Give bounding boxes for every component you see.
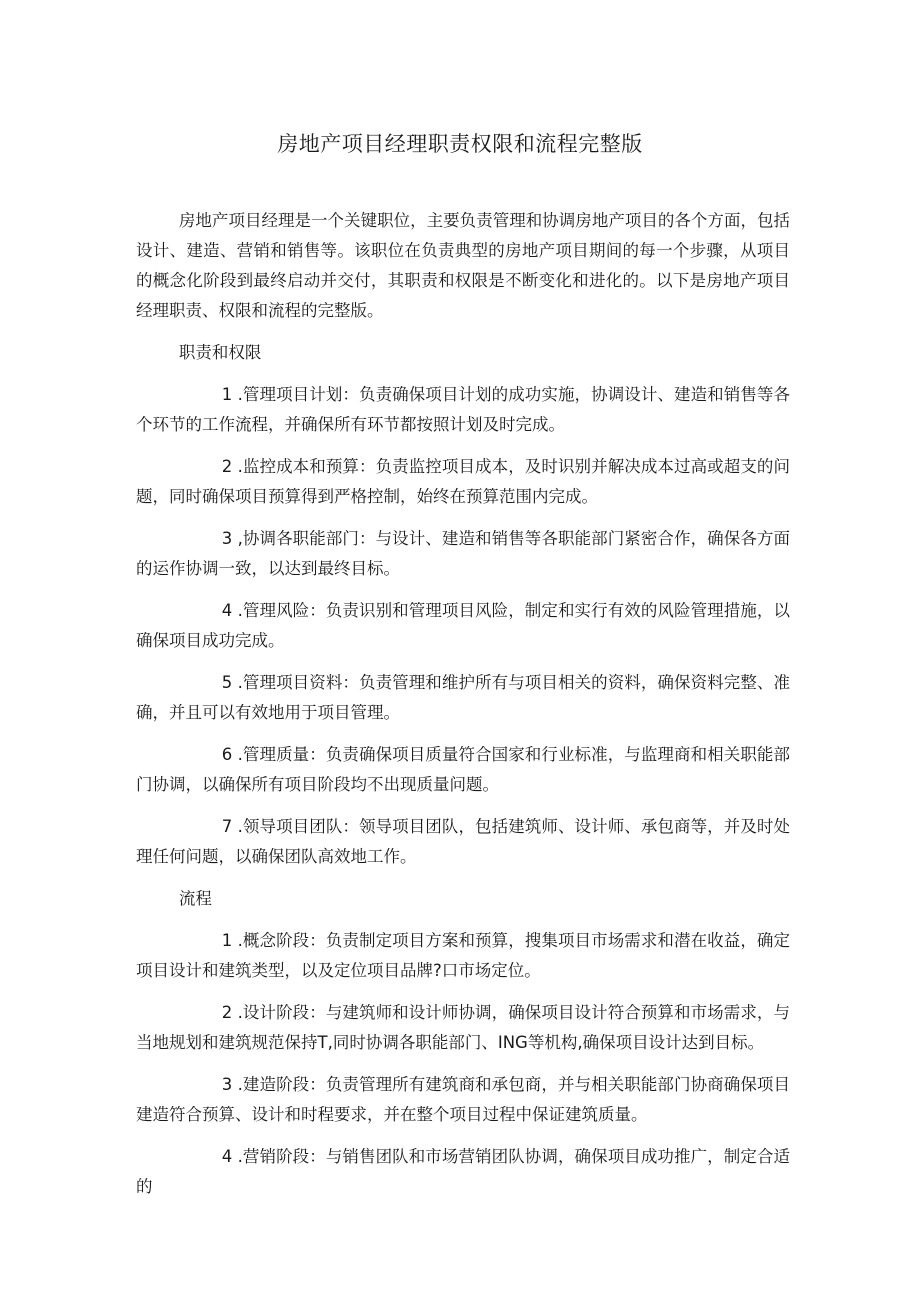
item-text: .领导项目团队：领导项目团队，包括建筑师、设计师、承包商等，并及时处理任何问题，以确保团队高效地工作。 [136,817,790,866]
item-number: 6 [221,745,233,764]
item-number: 3 [221,529,233,548]
item-text: .管理项目计划：负责确保项目计划的成功实施，协调设计、建造和销售等各个环节的工作流程，并确保所有环节都按照计划及时完成。 [136,385,790,434]
responsibility-item [136,596,790,656]
responsibility-item [136,812,790,872]
intro-paragraph: 房地产项目经理是一个关键职位，主要负责管理和协调房地产项目的各个方面，包括设计、建造、营销和销售等。该职位在负责典型的房地产项目期间的每一个步骤，从项目的概念化阶段到最终启动并交付，其职责和权限是不断变化和进化的。以下是房地产项目经理职责、权限和流程的完整版。 [136,211,790,320]
item-number: 4 [221,1147,233,1166]
item-text: .监控成本和预算：负责监控项目成本，及时识别并解决成本过高或超支的问题，同时确保项目预算得到严格控制，始终在预算范围内完成。 [136,457,790,506]
item-number: 1 [221,385,233,404]
item-text: .建造阶段：负责管理所有建筑商和承包商，并与相关职能部门协商确保项目建造符合预算、设计和时程要求，并在整个项目过程中保证建筑质量。 [136,1075,790,1124]
item-text: ,协调各职能部门：与设计、建造和销售等各职能部门紧密合作，确保各方面的运作协调一致，以达到最终目标。 [136,529,790,578]
item-text: .概念阶段：负责制定项目方案和预算，搜集项目市场需求和潜在收益，确定项目设计和建筑类型，以及定位项目品牌?口市场定位。 [136,931,790,980]
responsibility-item [136,452,790,512]
responsibility-item [136,380,790,440]
item-number: 7 [221,817,233,836]
item-text: .管理项目资料：负责管理和维护所有与项目相关的资料，确保资料完整、准确，并且可以有效地用于项目管理。 [136,673,790,722]
process-item [136,1142,790,1202]
responsibility-item [136,668,790,728]
item-text: .管理风险：负责识别和管理项目风险，制定和实行有效的风险管理措施，以确保项目成功完成。 [136,601,790,650]
section-heading-responsibilities: 职责和权限 [178,343,262,362]
item-text: .营销阶段：与销售团队和市场营销团队协调，确保项目成功推广，制定合适的 [136,1147,790,1196]
item-number: 2 [221,1003,233,1022]
process-item [136,998,790,1058]
item-number: 2 [221,457,233,476]
item-text: .设计阶段：与建筑师和设计师协调，确保项目设计符合预算和市场需求，与当地规划和建筑规范保持T,同时协调各职能部门、ING等机构,确保项目设计达到目标。 [136,1003,790,1052]
responsibility-item [136,524,790,584]
item-number: 3 [221,1075,233,1094]
document-body [136,206,790,1214]
process-item [136,926,790,986]
item-number: 4 [221,601,233,620]
section-heading-process: 流程 [178,889,212,908]
page-title: 房地产项目经理职责权限和流程完整版 [277,132,643,156]
responsibility-item [136,740,790,800]
item-number: 1 [221,931,233,950]
item-text: .管理质量：负责确保项目质量符合国家和行业标准，与监理商和相关职能部门协调，以确保所有项目阶段均不出现质量问题。 [136,745,790,794]
item-number: 5 [221,673,233,692]
process-item [136,1070,790,1130]
